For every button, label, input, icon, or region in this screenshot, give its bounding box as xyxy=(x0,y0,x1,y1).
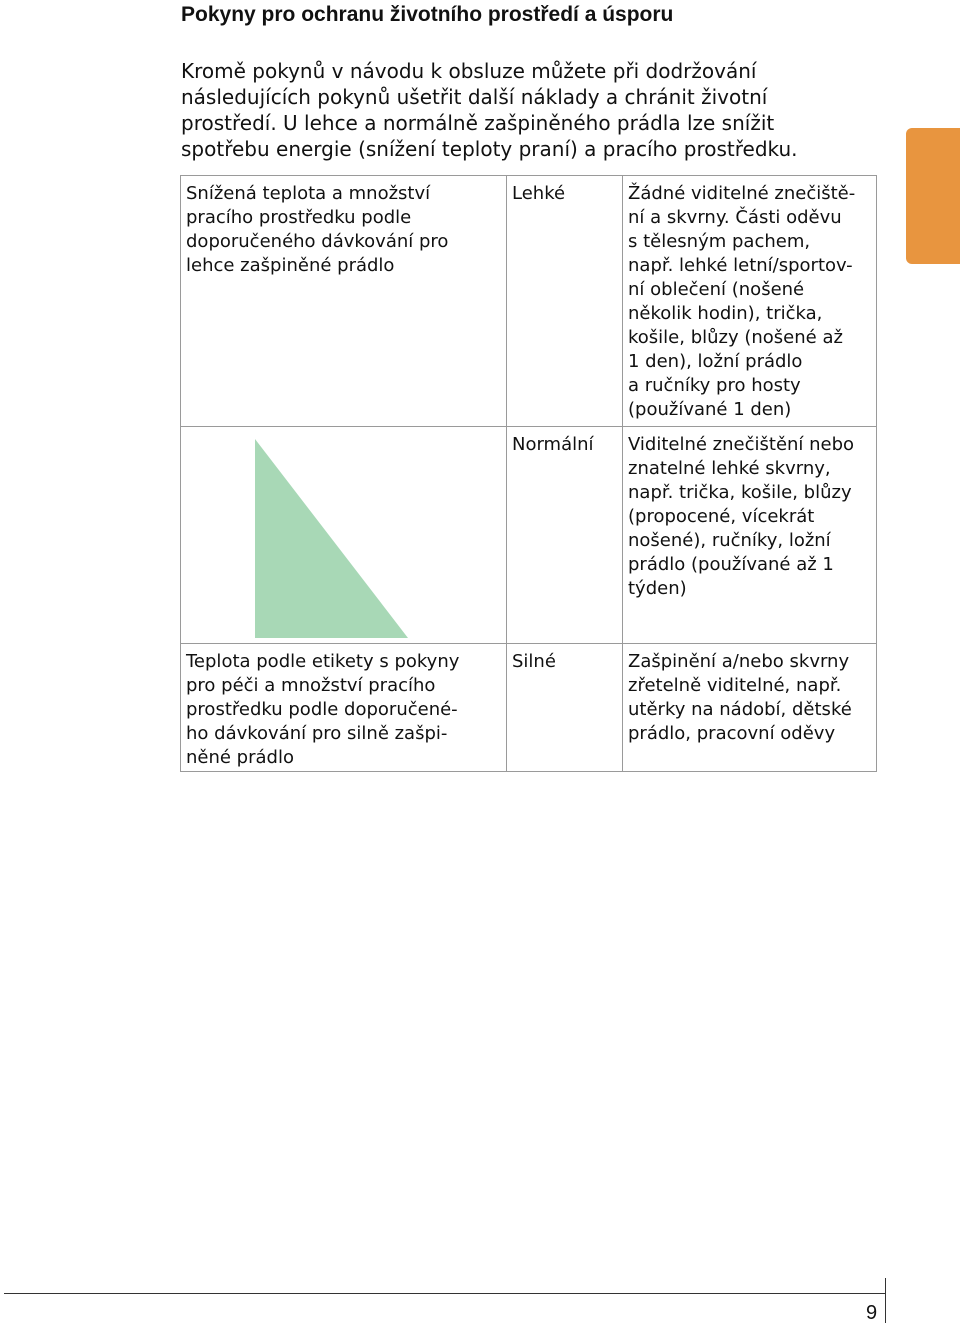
cell-line: 1 den), ložní prádlo xyxy=(628,351,803,372)
page-title: Pokyny pro ochranu životního prostředí a úsporu xyxy=(181,3,674,26)
cell-line: Viditelné znečištění nebo xyxy=(628,434,855,455)
cell-line: nošené), ručníky, ložní xyxy=(628,530,831,551)
soil-level-light xyxy=(507,176,623,427)
cell-line: zřetelně viditelné, např. xyxy=(628,675,842,696)
soil-level-label: Normální xyxy=(512,434,594,455)
soil-level-normal xyxy=(507,427,623,644)
soil-level-label: Silné xyxy=(512,651,556,672)
soil-level-label: Lehké xyxy=(512,183,566,204)
label-setting-cell xyxy=(181,644,507,772)
table-row xyxy=(181,176,877,427)
cell-line: prádlo (používané až 1 xyxy=(628,554,834,575)
cell-line: utěrky na nádobí, dětské xyxy=(628,699,852,720)
triangle-shape xyxy=(255,439,408,638)
soil-level-heavy xyxy=(507,644,623,772)
cell-line: (používané 1 den) xyxy=(628,399,792,420)
cell-line: ní a skvrny. Části oděvu xyxy=(628,207,842,228)
soil-description-normal xyxy=(623,427,877,644)
cell-line: Zašpinění a/nebo skvrny xyxy=(628,651,850,672)
soil-description-light xyxy=(623,176,877,427)
intro-line: následujících pokynů ušetřit další náklady a chránit životní xyxy=(181,85,768,109)
cell-line: a ručníky pro hosty xyxy=(628,375,801,396)
reduced-setting-cell xyxy=(181,176,507,427)
section-tab-marker xyxy=(906,128,960,264)
intro-line: prostředí. U lehce a normálně zašpiněného prádla lze snížit xyxy=(181,111,775,135)
intro-paragraph xyxy=(181,58,881,162)
cell-line: prostředku podle doporučené- xyxy=(186,699,458,720)
intro-line: spotřebu energie (snížení teploty praní) a pracího prostředku. xyxy=(181,137,798,161)
cell-line: doporučeného dávkování pro xyxy=(186,231,449,252)
cell-line: např. trička, košile, blůzy xyxy=(628,482,852,503)
cell-line: pro péči a množství pracího xyxy=(186,675,436,696)
footer-tick xyxy=(885,1278,886,1323)
table-row xyxy=(181,427,877,644)
cell-line: např. lehké letní/sportov- xyxy=(628,255,853,276)
cell-line: ho dávkování pro silně zašpi- xyxy=(186,723,448,744)
cell-line: ní oblečení (nošené xyxy=(628,279,805,300)
cell-line: týden) xyxy=(628,578,687,599)
cell-line: prádlo, pracovní oděvy xyxy=(628,723,836,744)
cell-line: několik hodin), trička, xyxy=(628,303,823,324)
cell-line: s tělesným pachem, xyxy=(628,231,811,252)
cell-line: Snížená teplota a množství xyxy=(186,183,431,204)
page-number: 9 xyxy=(866,1302,878,1324)
footer-rule xyxy=(4,1293,886,1294)
cell-line: něné prádlo xyxy=(186,747,294,768)
cell-line: košile, blůzy (nošené až xyxy=(628,327,843,348)
soil-description-heavy xyxy=(623,644,877,772)
table-row xyxy=(181,644,877,772)
intro-line: Kromě pokynů v návodu k obsluze můžete při dodržování xyxy=(181,59,757,83)
cell-line: Teplota podle etikety s pokyny xyxy=(186,651,460,672)
cell-line: pracího prostředku podle xyxy=(186,207,412,228)
dosage-indicator-cell xyxy=(181,427,507,644)
cell-line: (propocené, vícekrát xyxy=(628,506,815,527)
increasing-dosage-triangle xyxy=(255,439,408,638)
cell-line: znatelné lehké skvrny, xyxy=(628,458,831,479)
cell-line: lehce zašpiněné prádlo xyxy=(186,255,395,276)
soiling-guide-table xyxy=(180,175,877,772)
cell-line: Žádné viditelné znečiště- xyxy=(628,183,856,204)
